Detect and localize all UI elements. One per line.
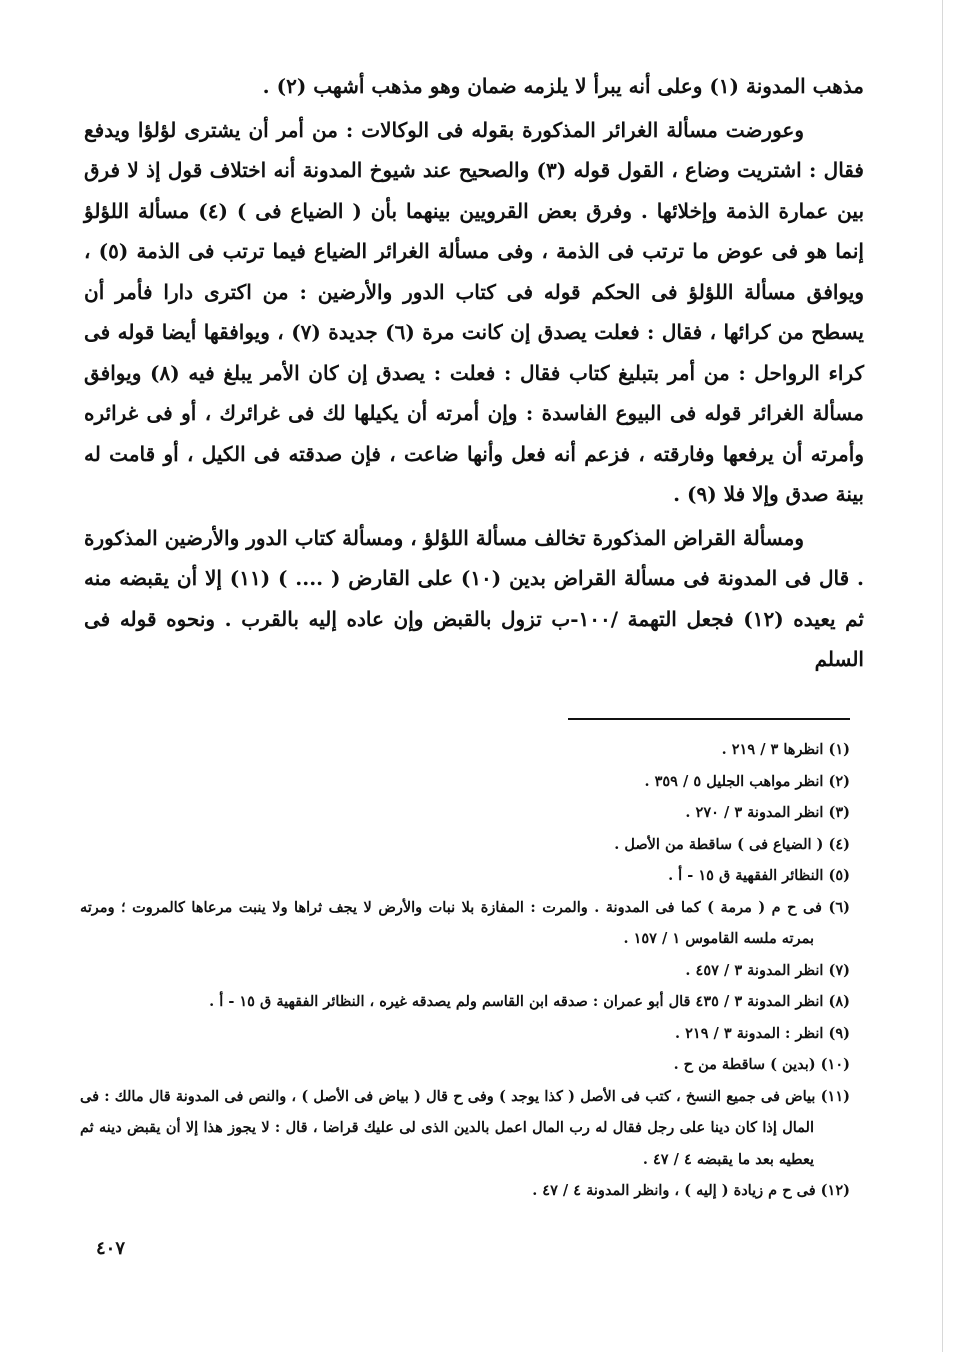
page-edge-line [942,0,943,1352]
footnote-8: (٨) انظر المدونة ٣ / ٤٣٥ قال أبو عمران : صدقه ابن القاسم ولم يصدقه غيره ، النظائر الفقهية ق ١٥ - أ . [209,993,850,1010]
paragraph-3: ومسألة القراض المذكورة تخالف مسألة اللؤلؤ ، ومسألة كتاب الدور والأرضين المذكورة . قال فى المدونة فى مسألة القراض بدين (١٠) على القارض ( .... ) (١١) إلا أن يقبضه منه ثم يعيده (١٢) فجعل التهمة /١٠٠-ب تزول بالقبض وإن عاده إليه بالقرب . ونحوه قوله فى السلم [84,525,864,671]
footnote-11: (١١) بياض فى جميع النسخ ، كتب فى الأصل ( كذا يوجد ) وفى ح قال ( بياض فى الأصل ) ، والنص فى المدونة قال مالك : فى المال إذا كان دينا على رجل فقال له رب المال اعمل بالدين الذى لى عليك قراضا ، قال : لا يجوز هذا إلا أن يقبض دينه ثم يعطيه بعد ما يقبضه ٤ / ٤٧ . [80,1087,850,1168]
footnote-5: (٥) النظائر الفقهية ق ١٥ - أ . [668,867,850,884]
footnote-12: (١٢) فى ح م زيادة ( إليه ) ، وانظر المدونة ٤ / ٤٧ . [532,1182,850,1199]
footnote-2: (٢) انظر مواهب الجليل ٥ / ٣٥٩ . [644,772,850,790]
footnote-9: (٩) انظر : المدونة ٣ / ٢١٩ . [675,1024,850,1042]
footnote-4: (٤) ( الضياع فى ) ساقطة من الأصل . [614,835,850,853]
paragraph-1: مذهب المدونة (١) وعلى أنه يبرأ لا يلزمه ضمان وهو مذهب أشهب (٢) . [262,74,864,98]
footnote-3: (٣) انظر المدونة ٣ / ٢٧٠ . [685,804,850,821]
paragraph-2: وعورضت مسألة الغرائر المذكورة بقوله فى الوكالات : من أمر أن يشترى لؤلؤا ويدفع فقال : اشتريت وضاع ، القول قوله (٣) والصحيح عند شيوخ المدونة أنه اختلاف قول إذ لا فرق بين عمارة الذمة وإخلائها . وفرق بعض القرويين بينهما بأن ( الضياع فى ) (٤) مسألة اللؤلؤ إنما هو فى عوض ما ترتب فى الذمة ، وفى مسألة الغرائر الضياع فيما ترتب فى الذمة (٥) ، ويوافق مسألة اللؤلؤ فى الحكم قوله فى كتاب الدور والأرضين : من اكترى دارا فأمر أن يسطح من كرائها ، فقال : فعلت يصدق إن كانت مرة (٦) جديدة (٧) ، ويوافقها أيضا قوله فى كراء الرواحل : من أمر بتبليغ كتاب فقال : فعلت : يصدق إن كان الأمر يبلغ فيه (٨) ويوافق مسألة الغرائر قوله فى البيوع الفاسدة : وإن أمرته أن يكيلها لك فى غرائرك ، أو فى غرائره وأمرته أن يرفعها وفارقته ، فزعم أنه فعل وأنها ضاعت ، فإن صدقته فى الكيل ، أو قامت له بينة صدق وإلا فلا (٩) . [84,117,865,506]
page-number: ٤٠٧ [96,1238,126,1259]
main-text [84,66,864,680]
footnote-10: (١٠) (بدين ) ساقطة من ح . [673,1056,850,1073]
footnote-separator [568,718,850,720]
footnotes [80,734,850,1207]
footnote-6: (٦) فى ح م ( مرمة ) كما فى المدونة . والمرت : المفازة بلا نبات والأرض لا يجف ثراها ولا ينبت مرعاها كالمروت ؛ ومرته بمرته ملسه القاموس ١ / ١٥٧ . [80,898,850,947]
footnote-7: (٧) انظر المدونة ٣ / ٤٥٧ . [685,961,850,979]
footnote-1: (١) انظرها ٣ / ٢١٩ . [721,741,850,758]
